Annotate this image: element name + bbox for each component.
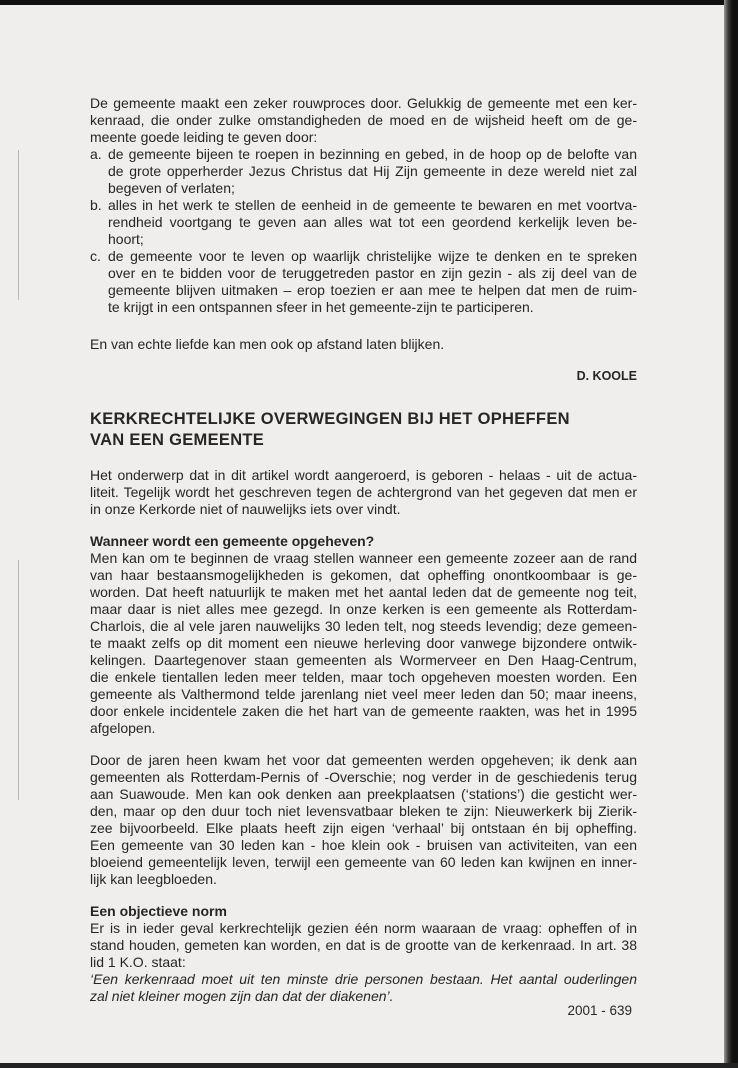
scan-right-edge [724,0,738,1068]
title-line: VAN EEN GEMEENTE [90,431,265,449]
text-line: lijk kan leegbloeden. [90,871,217,887]
title-line: KERKRECHTELIJKE OVERWEGINGEN BIJ HET OPHEFFEN [90,410,570,428]
intro-paragraph [90,95,637,316]
text-line: gemeenten als Rotterdam-Pernis of -Overschie; nog verder in de geschiedenis terug [90,769,637,785]
author-signature: D. KOOLE [576,369,637,383]
text-line: afgelopen. [90,720,156,736]
text-line: De gemeente maakt een zeker rouwproces door. Gelukkig de gemeente met een ker- [90,95,637,111]
page-text-column [90,95,637,1020]
text-line: zee bijvoorbeeld. Elke plaats heeft zijn eigen ‘verhaal’ bij ontstaan én bij opheffing. [90,820,637,836]
section-history-paragraph [90,752,637,888]
text-line: lid 1 K.O. staat: [90,954,186,970]
text-line: worden. Dat heeft natuurlijk te maken met het aantal leden dat de gemeente nog teit, [90,584,637,600]
text-line: bloeiend gemeentelijk leven, terwijl een gemeente van 60 leden kan kwijnen en inner- [90,854,637,870]
section-objective-norm [90,903,637,1005]
text-line: te krijgt in een ontspannen sfeer in het gemeente-zijn te participeren. [108,299,534,315]
text-line: stand houden, gemeten kan worden, en dat is de grootte van de kerkenraad. In art. 38 [90,937,637,953]
section-heading: Wanneer wordt een gemeente opgeheven? [90,533,375,549]
text-line: Charlois, die al vele jaren nauwelijks 30 leden telt, nog steeds levendig; deze gemeen- [90,618,637,634]
section-heading: Een objectieve norm [90,903,227,919]
text-line: rendheid voortgang te geven aan alles wat tot een geordend kerkelijk leven be- [108,214,637,230]
text-line: kelingen. Daartegenover staan gemeenten als Wormerveer en Den Haag-Centrum, [90,652,637,668]
text-line: in onze Kerkorde niet of nauwelijks iets over vindt. [90,501,401,517]
text-line: liteit. Tegelijk wordt het geschreven tegen de achtergrond van het gegeven dat men er [90,484,637,500]
page-number: 2001 - 639 [567,1003,632,1018]
list-item-b [90,197,637,248]
article-title [90,409,637,451]
list-marker: c. [90,248,101,264]
list-item-a [90,146,637,197]
text-line: Door de jaren heen kwam het voor dat gemeenten werden opgeheven; ik denk aan [90,752,637,768]
quote-line: ‘Een kerkenraad moet uit ten minste drie personen bestaan. Het aantal ouderlingen [90,971,637,987]
scan-margin-mark [18,150,19,300]
text-line: hoort; [108,231,144,247]
scan-margin-mark [18,560,19,800]
article-intro [90,467,637,518]
text-line: alles in het werk te stellen de eenheid in de gemeente te bewaren en met voortva- [108,197,637,213]
text-line: den, maar op den duur toch niet levensvatbaar bleken te zijn: Nieuwerkerk bij Zierik- [90,803,637,819]
text-line: begeven of verlaten; [108,180,235,196]
list-item-c [90,248,637,316]
quote-line: zal niet kleiner mogen zijn dan dat der diakenen’. [90,988,394,1004]
text-line: gemeente als Valthermond telde jarenlang niet veel meer leden dan 50; maar ineens, [90,686,637,702]
text-line: die enkele tientallen leden meer telden, maar toch opgeheven moesten worden. Een [90,669,637,685]
list-marker: a. [90,146,102,162]
text-line: de gemeente bijeen te roepen in bezinning en gebed, in de hoop op de belofte van [108,146,637,162]
text-line: kenraad, die onder zulke omstandigheden de moed en de wijsheid heeft om de ge- [90,112,637,128]
section-when-dissolved [90,533,637,737]
text-line: te maakt zelfs op dit moment een nieuwe herleving door vanwege bijzondere ontwik- [90,635,637,651]
closing-sentence: En van echte liefde kan men ook op afstand laten blijken. [90,336,445,352]
text-line: over en te bidden voor de teruggetreden pastor en zijn gezin - als zij deel van de [108,265,637,281]
text-line: Men kan om te beginnen de vraag stellen wanneer een gemeente zozeer aan de rand [90,550,637,566]
text-line: Een gemeente van 30 leden kan - hoe klein ook - bruisen van activiteiten, van een [90,837,637,853]
text-line: gemeente blijven uitmaken – erop toezien er aan mee te helpen dat men de ruim- [108,282,637,298]
text-line: de gemeente voor te leven op waarlijk christelijke wijze te denken en te spreken [108,248,637,264]
scan-bottom-edge [0,1063,738,1068]
scan-top-edge [0,0,738,5]
text-line: van haar bestaansmogelijkheden is gekomen, dat opheffing onontkoombaar is ge- [90,567,637,583]
text-line: Er is in ieder geval kerkrechtelijk gezien één norm waaraan de vraag: opheffen of in [90,920,637,936]
text-line: meente goede leiding te geven door: [90,129,318,145]
list-marker: b. [90,197,102,213]
text-line: Het onderwerp dat in dit artikel wordt aangeroerd, is geboren - helaas - uit de actua- [90,467,637,483]
text-line: de grote opperherder Jezus Christus dat Hij Zijn gemeente in deze wereld niet zal [108,163,637,179]
text-line: door enkele incidentele zaken die het hart van de gemeente raakten, was het in 1995 [90,703,637,719]
text-line: maar daar is niet alles mee gezegd. In onze kerken is een gemeente als Rotterdam- [90,601,637,617]
text-line: aan Suawoude. Men kan ook denken aan preekplaatsen (‘stations’) die gesticht wer- [90,786,637,802]
